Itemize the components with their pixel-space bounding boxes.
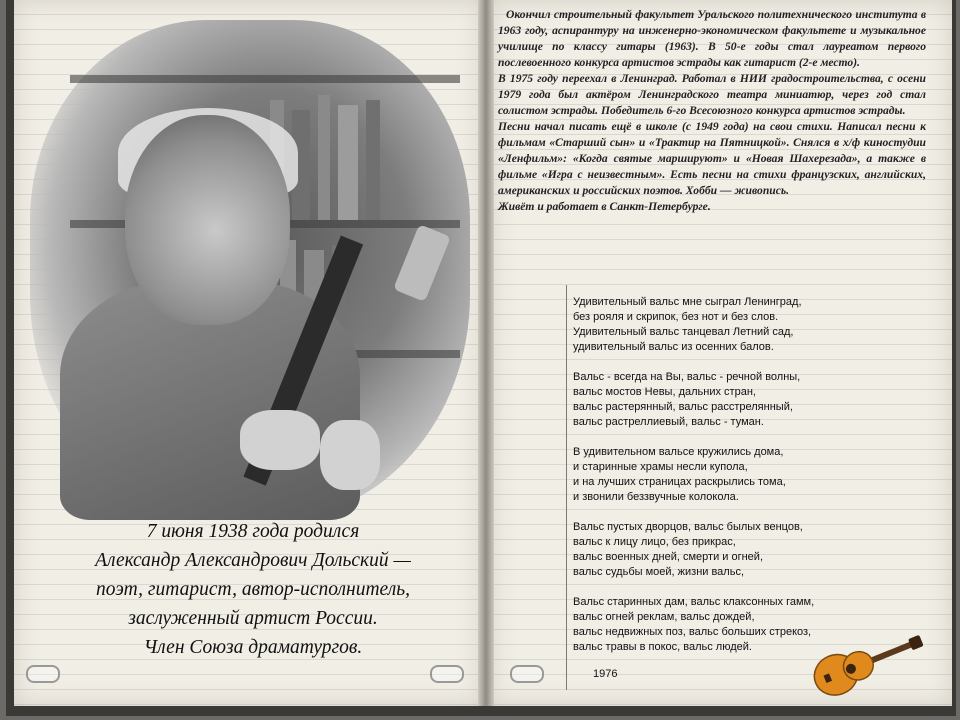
bio-line: заслуженный артист России. (128, 608, 378, 629)
poem-line: и на лучших страницах раскрылись тома, (573, 476, 786, 488)
hand (240, 410, 320, 470)
poem-year: 1976 (593, 668, 618, 680)
bio-line: Александр Александрович Дольский — (95, 550, 411, 571)
poem-line: удивительный вальс из осенних балов. (573, 341, 774, 353)
guitar-icon (808, 628, 928, 698)
page-clip-icon (510, 665, 544, 683)
poem-line: Удивительный вальс мне сыграл Ленинград, (573, 296, 802, 308)
poem-line: вальс травы в покос, вальс людей. (573, 641, 752, 653)
stanza (573, 445, 853, 505)
poem-line: вальс судьбы моей, жизни вальс, (573, 566, 745, 578)
poem-line: вальс недвижных поз, вальс больших стрекоз, (573, 626, 812, 638)
bio-line: поэт, гитарист, автор-исполнитель, (96, 579, 410, 600)
paragraph: Окончил строительный факультет Уральского политехнического института в 1963 году, аспирантуру на инженерно-экономическом факультете и музыкальное училище по классу гитары (1963). В 50-е годы стал лауреатом первого послевоенного конкурса артистов эстрады как гитарист (2-е место). (498, 8, 926, 69)
paragraph: В 1975 году переехал в Ленинград. Работал в НИИ градостроительства, с осени 1979 года был актёром Ленинградского театра миниатюр, через год стал солистом эстрады. Победитель 6-го Всесоюзного конкурса артистов эстрады. (498, 72, 926, 117)
stanza (573, 520, 853, 580)
poem-line: вальс военных дней, смерти и огней, (573, 551, 763, 563)
poem-line: и звонили беззвучные колокола. (573, 491, 739, 503)
hand (320, 420, 380, 490)
poem-line: Вальс старинных дам, вальс клаксонных гамм, (573, 596, 815, 608)
poem-line: Вальс пустых дворцов, вальс былых венцов, (573, 521, 803, 533)
bio-line: 7 июня 1938 года родился (146, 521, 360, 542)
poem-line: и старинные храмы несли купола, (573, 461, 748, 473)
biography-text (498, 7, 926, 215)
book-spine (478, 0, 494, 706)
poem-line: вальс огней реклам, вальс дождей, (573, 611, 755, 623)
poem-line: вальс к лицу лицо, без прикрас, (573, 536, 736, 548)
paragraph: Живёт и работает в Санкт-Петербурге. (498, 200, 711, 213)
stanza (573, 295, 853, 355)
poem-line: вальс растерянный, вальс расстрелянный, (573, 401, 793, 413)
poem-line: без рояля и скрипок, без нот и без слов. (573, 311, 779, 323)
page-clip-icon (26, 665, 60, 683)
stanza (573, 370, 853, 430)
poem-line: вальс мостов Невы, дальних стран, (573, 386, 756, 398)
poem-line: В удивительном вальсе кружились дома, (573, 446, 784, 458)
bio-caption (38, 517, 468, 662)
page-clip-icon (430, 665, 464, 683)
bio-line: Член Союза драматургов. (143, 637, 363, 658)
poem-line: Вальс - всегда на Вы, вальс - речной волны, (573, 371, 801, 383)
paragraph: Песни начал писать ещё в школе (с 1949 года) на свои стихи. Написал песни к фильмам «Старший сын» и «Трактир на Пятницкой». Снялся в х/ф киностудии «Ленфильм»: «Когда святые маршируют» и «Новая Шахерезада», а также в фильме «Игра с неизвестным». Есть песни на стихи французских, английских, американских и российских поэтов. Хобби — живопись. (498, 120, 926, 197)
poem-margin-rule (566, 285, 567, 690)
poem (573, 295, 853, 670)
poem-line: Удивительный вальс танцевал Летний сад, (573, 326, 794, 338)
poem-line: вальс растреллиевый, вальс - туман. (573, 416, 764, 428)
